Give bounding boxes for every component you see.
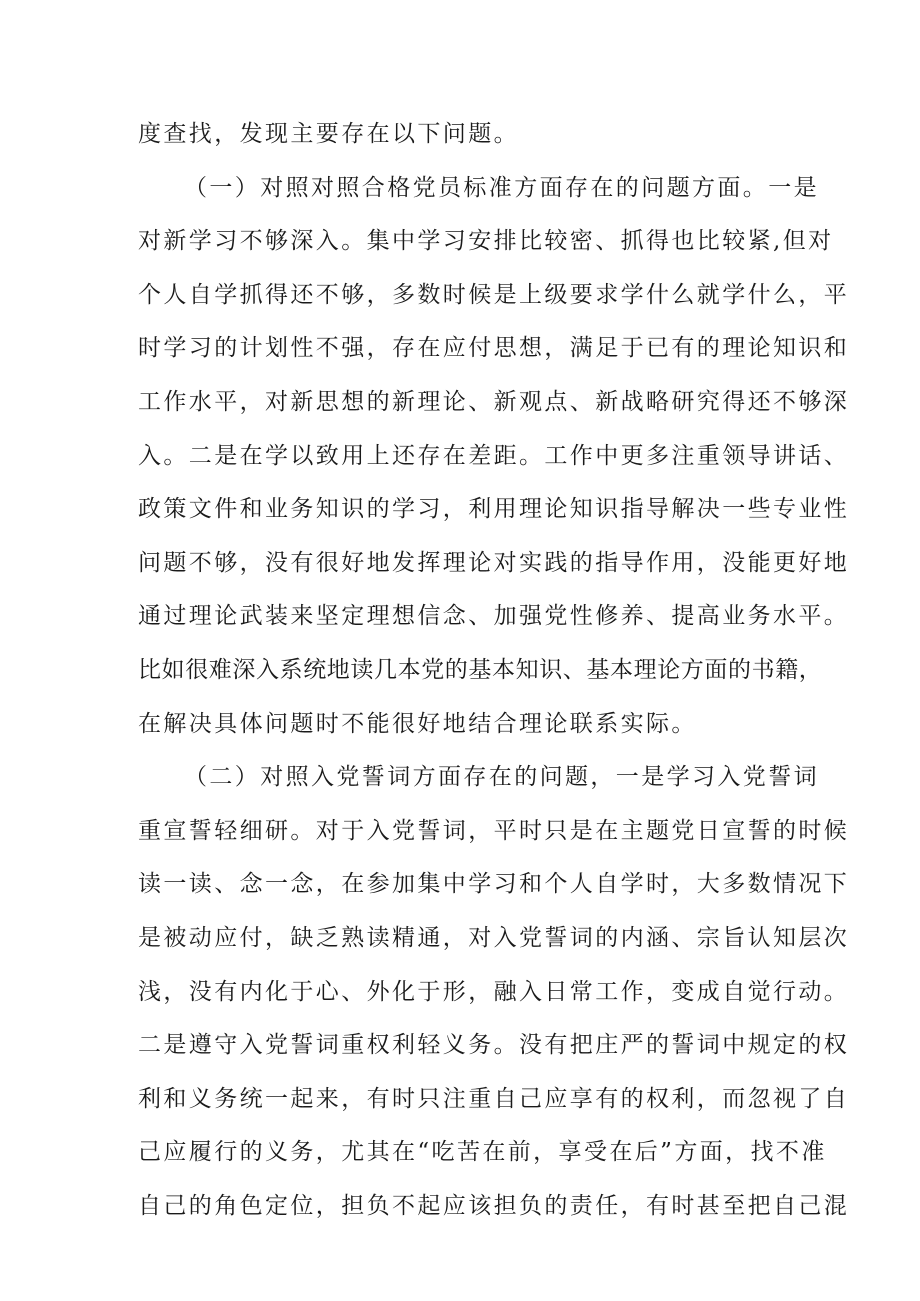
text-line: 在解决具体问题时不能很好地结合理论联系实际。 xyxy=(138,710,697,737)
text-line: 重宣誓轻细研。对于入党誓词，平时只是在主题党日宣誓的时候 xyxy=(138,817,850,844)
text-line: 个人自学抓得还不够，多数时候是上级要求学什么就学什么，平 xyxy=(138,281,850,308)
document-body xyxy=(138,108,850,1233)
text-line: 工作水平，对新思想的新理论、新观点、新战略研究得还不够深 xyxy=(138,388,850,415)
text-line: 浅，没有内化于心、外化于形，融入日常工作，变成自觉行动。 xyxy=(138,978,850,1005)
text-line: 比如很难深入系统地读几本党的基本知识、基本理论方面的书籍， xyxy=(138,656,823,683)
text-line: 度查找，发现主要存在以下问题。 xyxy=(138,121,519,147)
text-line: 通过理论武装来坚定理想信念、加强党性修养、提高业务水平。 xyxy=(138,603,850,630)
text-line: 读一读、念一念，在参加集中学习和个人自学时，大多数情况下 xyxy=(138,871,850,898)
text-line: （二）对照入党誓词方面存在的问题，一是学习入党誓词 xyxy=(184,764,819,791)
text-line: 政策文件和业务知识的学习，利用理论知识指导解决一些专业性 xyxy=(138,496,850,523)
text-line: （一）对照对照合格党员标准方面存在的问题方面。一是 xyxy=(184,174,819,201)
paragraph-section-one xyxy=(138,162,850,752)
paragraph-section-two xyxy=(138,751,850,1233)
text-line: 对新学习不够深入。集中学习安排比较密、抓得也比较紧,但对 xyxy=(138,228,834,255)
text-line: 是被动应付，缺乏熟读精通，对入党誓词的内涵、宗旨认知层次 xyxy=(138,924,850,951)
text-line: 入。二是在学以致用上还存在差距。工作中更多注重领导讲话、 xyxy=(138,442,850,469)
text-line: 问题不够，没有很好地发挥理论对实践的指导作用，没能更好地 xyxy=(138,549,850,576)
text-line: 己应履行的义务，尤其在“吃苦在前，享受在后”方面，找不准 xyxy=(138,1139,827,1166)
text-line: 利和义务统一起来，有时只注重自己应享有的权利，而忽视了自 xyxy=(138,1085,850,1112)
text-line: 时学习的计划性不强，存在应付思想，满足于已有的理论知识和 xyxy=(138,335,850,362)
text-line: 自己的角色定位，担负不起应该担负的责任，有时甚至把自己混 xyxy=(138,1192,850,1219)
text-line: 二是遵守入党誓词重权利轻义务。没有把庄严的誓词中规定的权 xyxy=(138,1032,850,1059)
paragraph-intro xyxy=(138,108,784,162)
